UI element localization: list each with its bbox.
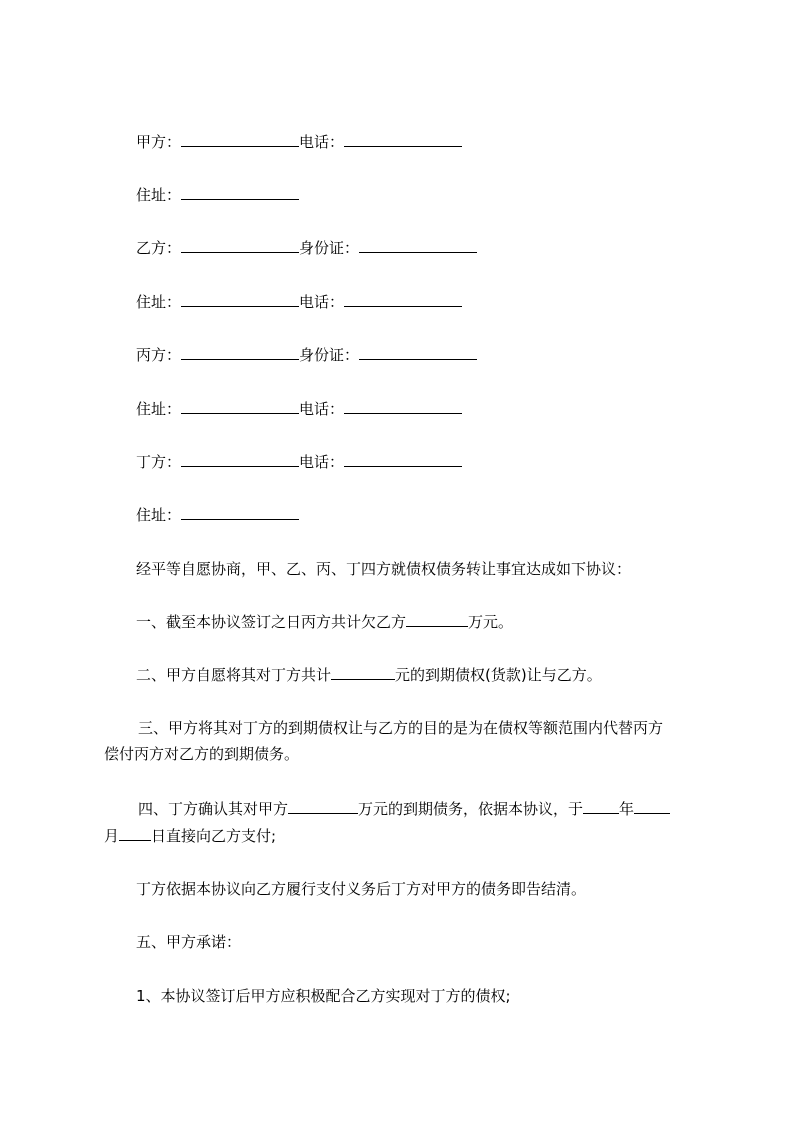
- party-label: 丁方：: [136, 453, 182, 471]
- party-label: 甲方：: [136, 133, 182, 151]
- phone-label: 电话：: [299, 400, 345, 418]
- clause-3-line-1: 三、甲方将其对丁方的到期债权让与乙方的目的是为在债权等额范围内代替丙方: [138, 719, 664, 737]
- clause-4-line-2: [104, 825, 276, 847]
- clause-4-text: 四、丁方确认其对甲方: [138, 800, 289, 818]
- party-jia-line: [136, 131, 462, 153]
- id-label: 身份证：: [299, 239, 360, 257]
- party-ding-line: [136, 451, 462, 473]
- month-label: 月: [104, 827, 120, 845]
- clause-5-heading: 五、甲方承诺：: [136, 933, 242, 951]
- party-label: 乙方：: [136, 239, 182, 257]
- address-blank[interactable]: [181, 185, 299, 200]
- clause-2-rest: 元的到期债权(货款)让与乙方。: [395, 666, 602, 684]
- phone-label: 电话：: [299, 453, 345, 471]
- phone-blank[interactable]: [344, 292, 462, 307]
- clause-4-mid: 万元的到期债务，依据本协议，于: [358, 800, 584, 818]
- address-label: 住址：: [136, 506, 182, 524]
- clause-1-text: 一、截至本协议签订之日丙方共计欠乙方: [136, 613, 407, 631]
- year-label: 年: [619, 800, 635, 818]
- amount-blank[interactable]: [406, 612, 468, 627]
- clause-2-text: 二、甲方自愿将其对丁方共计: [136, 666, 332, 684]
- address-blank[interactable]: [181, 399, 299, 414]
- phone-blank[interactable]: [344, 399, 462, 414]
- address-blank[interactable]: [181, 292, 299, 307]
- amount-blank[interactable]: [331, 665, 395, 680]
- clause-4-end: 日直接向乙方支付;: [151, 827, 277, 845]
- intro-paragraph: 经平等自愿协商，甲、乙、丙、丁四方就债权债务转让事宜达成如下协议：: [136, 560, 632, 578]
- address-label: 住址：: [136, 400, 182, 418]
- party-yi-address-line: [136, 291, 462, 313]
- phone-blank[interactable]: [344, 452, 462, 467]
- clause-1-unit: 万元。: [468, 613, 514, 631]
- month-blank[interactable]: [634, 799, 670, 814]
- party-yi-line: [136, 237, 477, 259]
- address-label: 住址：: [136, 186, 182, 204]
- address-label: 住址：: [136, 293, 182, 311]
- clause-5-item-1: 1、本协议签订后甲方应积极配合乙方实现对丁方的债权;: [136, 987, 511, 1005]
- id-blank[interactable]: [359, 238, 477, 253]
- clause-2: [136, 664, 602, 686]
- name-blank[interactable]: [181, 452, 299, 467]
- name-blank[interactable]: [181, 345, 299, 360]
- clause-4-settlement: 丁方依据本协议向乙方履行支付义务后丁方对甲方的债务即告结清。: [136, 880, 587, 898]
- party-bing-line: [136, 344, 477, 366]
- day-blank[interactable]: [119, 826, 151, 841]
- amount-blank[interactable]: [288, 799, 358, 814]
- party-jia-address-line: [136, 184, 299, 206]
- name-blank[interactable]: [181, 132, 299, 147]
- phone-label: 电话：: [299, 133, 345, 151]
- phone-blank[interactable]: [344, 132, 462, 147]
- clause-4-line-1: [138, 798, 670, 820]
- clause-3-line-2: 偿付丙方对乙方的到期债务。: [104, 745, 300, 763]
- party-ding-address-line: [136, 504, 299, 526]
- year-blank[interactable]: [583, 799, 619, 814]
- address-blank[interactable]: [181, 505, 299, 520]
- phone-label: 电话：: [299, 293, 345, 311]
- id-label: 身份证：: [299, 346, 360, 364]
- party-label: 丙方：: [136, 346, 182, 364]
- party-bing-address-line: [136, 398, 462, 420]
- name-blank[interactable]: [181, 238, 299, 253]
- clause-1: [136, 611, 513, 633]
- id-blank[interactable]: [359, 345, 477, 360]
